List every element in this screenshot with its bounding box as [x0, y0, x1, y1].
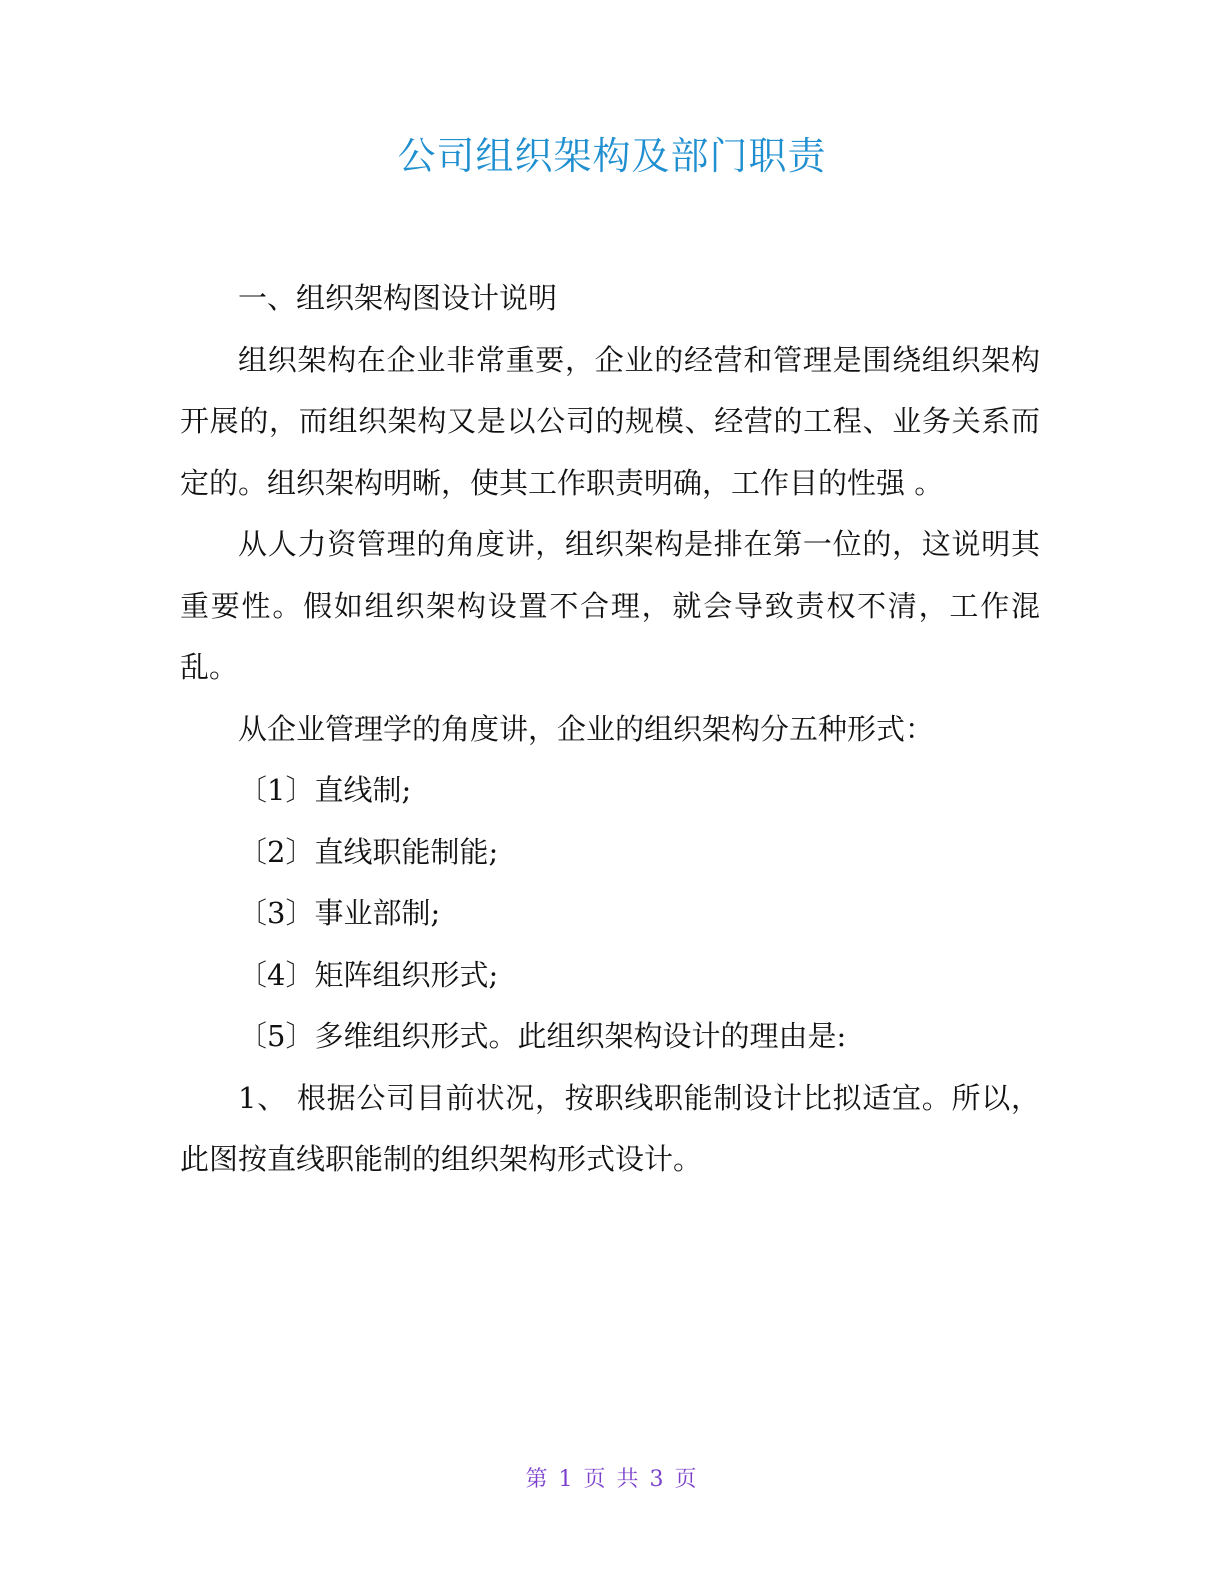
page-number: 第 1 页 共 3 页	[525, 1467, 699, 1492]
form-item-1: 〔1〕直线制;	[238, 773, 412, 807]
paragraph-management-view: 从企业管理学的角度讲，企业的组织架构分五种形式：	[238, 711, 935, 746]
paragraph-reason: 1、 根据公司目前状况，按职线职能制设计比拟适宜。所以，此图按直线职能制的组织架构形式设计。	[180, 1080, 1040, 1176]
paragraph-hr-view: 从人力资管理的角度讲，组织架构是排在第一位的，这说明其重要性。假如组织架构设置不合理，就会导致责权不清，工作混乱。	[180, 527, 1040, 684]
section-heading: 一、组织架构图设计说明	[238, 281, 558, 315]
form-item-2: 〔2〕直线职能制能;	[238, 834, 499, 869]
form-item-3: 〔3〕事业部制;	[238, 896, 441, 930]
form-item-4: 〔4〕矩阵组织形式;	[238, 957, 499, 992]
form-item-5: 〔5〕多维组织形式。此组织架构设计的理由是:	[238, 1019, 847, 1053]
document-body	[180, 268, 1040, 1191]
paragraph-intro: 组织架构在企业非常重要，企业的经营和管理是围绕组织架构开展的，而组织架构又是以公司的规模、经营的工程、业务关系而定的。组织架构明晰，使其工作职责明确，工作目的性强 。	[180, 342, 1040, 500]
document-title: 公司组织架构及部门职责	[397, 134, 827, 178]
